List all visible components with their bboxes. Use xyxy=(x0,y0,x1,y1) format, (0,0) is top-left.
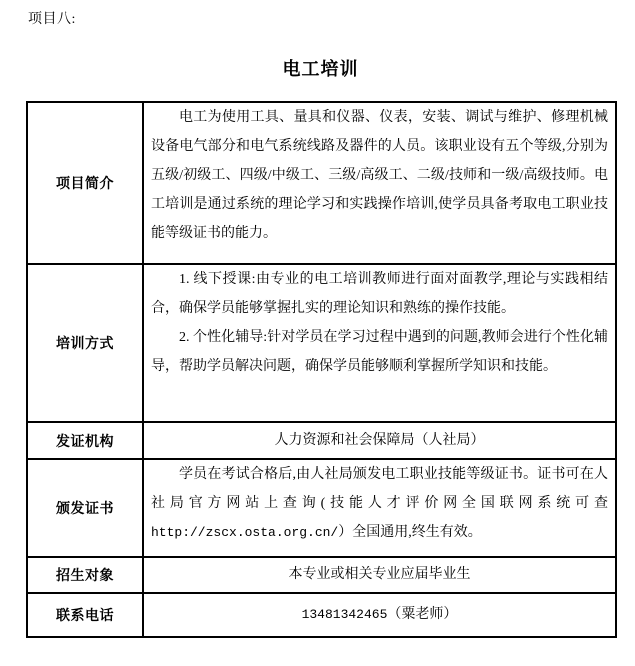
contact-teacher-name: （粟老师） xyxy=(387,607,458,622)
page-title: 电工培训 xyxy=(282,59,359,79)
page-header-caption: 项目八: xyxy=(28,12,76,27)
table-row-project-intro xyxy=(27,102,616,264)
row-label-enrollment-target: 招生对象 xyxy=(27,557,143,593)
certificate-paragraph xyxy=(151,460,608,547)
table-row-enrollment-target xyxy=(27,557,616,593)
certificate-text-after-url: ）全国通用,终生有效。 xyxy=(338,525,482,540)
project-intro-paragraph: 电工为使用工具、量具和仪器、仪表，安装、调试与维护、修理机械设备电气部分和电气系统线路及器件的人员。该职业设有五个等级,分别为五级/初级工、四级/中级工、三级/高级工、二级/技师和一级/高级技师。电工培训是通过系统的理论学习和实践操作培训,使学员具备考取电工职业技能等级证书的能力。 xyxy=(151,110,608,241)
row-label-project-intro: 项目简介 xyxy=(27,102,143,264)
training-method-paragraph-1: 1. 线下授课:由专业的电工培训教师进行面对面教学,理论与实践相结合，确保学员能够掌握扎实的理论知识和熟练的操作技能。 xyxy=(151,272,608,316)
row-label-training-method: 培训方式 xyxy=(27,264,143,422)
row-content-project-intro xyxy=(143,102,616,264)
row-label-issuing-authority: 发证机构 xyxy=(27,422,143,459)
table-row-contact-phone xyxy=(27,593,616,637)
row-content-certificate xyxy=(143,459,616,557)
row-content-contact-phone xyxy=(143,593,616,637)
table-row-certificate xyxy=(27,459,616,557)
certificate-query-url: http://zscx.osta.org.cn/ xyxy=(151,525,339,540)
enrollment-target-value: 本专业或相关专业应届毕业生 xyxy=(143,557,616,593)
training-info-table xyxy=(26,101,617,638)
certificate-text-before-url: 学员在考试合格后,由人社局颁发电工职业技能等级证书。证书可在人社局官方网站上查询(技能人才评价网全国联网系统可查 xyxy=(151,467,608,511)
issuing-authority-value: 人力资源和社会保障局（人社局） xyxy=(143,422,616,459)
table-row-issuing-authority xyxy=(27,422,616,459)
contact-phone-number: 13481342465 xyxy=(301,607,388,622)
row-content-training-method xyxy=(143,264,616,422)
row-label-contact-phone: 联系电话 xyxy=(27,593,143,637)
training-method-paragraph-2: 2. 个性化辅导:针对学员在学习过程中遇到的问题,教师会进行个性化辅导，帮助学员解决问题，确保学员能够顺利掌握所学知识和技能。 xyxy=(151,330,608,374)
row-label-certificate: 颁发证书 xyxy=(27,459,143,557)
table-row-training-method xyxy=(27,264,616,422)
